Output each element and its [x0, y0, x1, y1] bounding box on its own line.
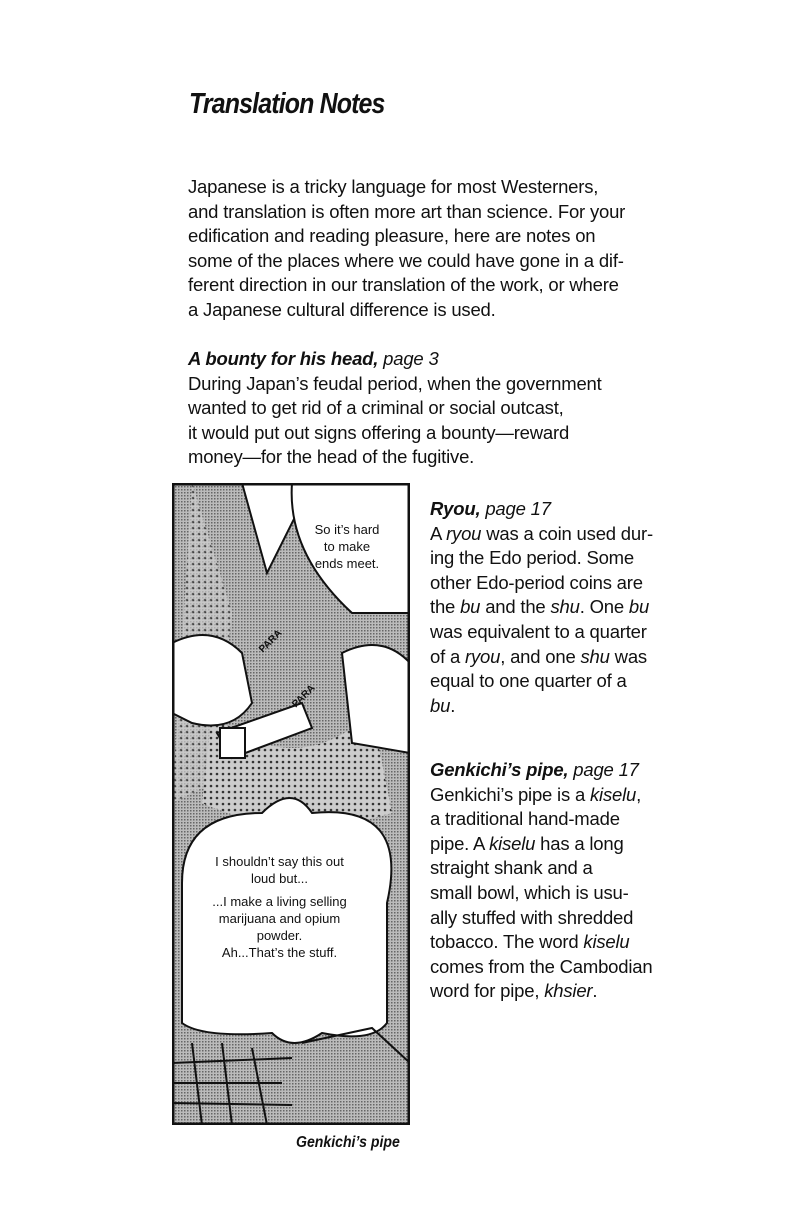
text-segment: page 3 — [378, 348, 439, 369]
text-line — [430, 881, 652, 906]
text-segment: edification and reading pleasure, here are notes on — [188, 225, 596, 247]
text-segment: khsier — [544, 980, 593, 1002]
text-segment: kiselu — [590, 783, 637, 805]
text-line — [188, 175, 625, 200]
text-line — [188, 396, 602, 421]
text-segment: bu — [628, 596, 650, 618]
speech-bubble-top — [292, 521, 402, 572]
text-segment: was — [609, 645, 647, 667]
text-line — [430, 571, 653, 596]
text-line — [188, 200, 625, 225]
text-segment: . — [450, 694, 456, 716]
text-segment: was equivalent to a quarter — [430, 620, 647, 642]
text-segment: kiselu — [583, 931, 630, 953]
text-segment: ing the Edo period. Some — [430, 547, 634, 569]
text-segment: ryou — [465, 645, 501, 667]
text-line — [430, 906, 652, 931]
note-ryou — [430, 497, 653, 718]
text-line — [188, 421, 602, 446]
text-line — [188, 347, 602, 372]
text-segment: , — [636, 783, 642, 805]
text-line — [188, 298, 625, 323]
text-segment: money—for the head of the fugitive. — [188, 446, 475, 468]
text-segment: equal to one quarter of a — [430, 670, 627, 692]
note-heading: Genkichi’s pipe, — [430, 759, 569, 780]
text-segment: Genkichi’s pipe is a — [430, 783, 590, 805]
text-segment: tobacco. The word — [430, 931, 584, 953]
note-bounty — [188, 347, 602, 470]
text-line — [188, 273, 625, 298]
text-segment: A — [430, 522, 447, 544]
text-segment: a Japanese cultural difference is used. — [188, 298, 496, 320]
bubble-line: Ah...That’s the stuff. — [221, 945, 338, 960]
text-line — [430, 807, 652, 832]
text-line — [430, 669, 653, 694]
text-segment: shu — [550, 596, 580, 618]
bubble-line: marijuana and opium — [218, 911, 341, 926]
bubble-line: to make — [323, 539, 371, 554]
text-segment: shu — [580, 645, 610, 667]
text-segment: the — [430, 596, 461, 618]
text-segment: ferent direction in our translation of the work, or where — [188, 274, 619, 296]
text-line — [430, 758, 652, 783]
text-line — [430, 694, 653, 719]
text-line — [188, 224, 625, 249]
text-segment: has a long — [535, 832, 624, 854]
text-segment: Japanese is a tricky language for most Westerners, — [188, 176, 599, 197]
text-line — [430, 930, 652, 955]
bubble-line: So it’s hard — [314, 522, 380, 537]
text-segment: page 17 — [568, 759, 639, 780]
text-segment: and translation is often more art than science. For your — [188, 200, 626, 222]
text-segment: ryou — [446, 522, 482, 544]
text-line — [430, 620, 653, 645]
text-segment: . — [592, 980, 598, 1002]
text-segment: bu — [430, 694, 451, 716]
text-segment: ally stuffed with shredded — [430, 906, 634, 928]
text-segment: it would put out signs offering a bounty—reward — [188, 421, 570, 443]
manga-panel-art — [172, 483, 410, 1125]
page-title: Translation Notes — [189, 88, 385, 120]
bubble-line: ends meet. — [314, 556, 380, 571]
text-line — [430, 645, 653, 670]
manga-panel — [172, 483, 410, 1125]
text-segment: wanted to get rid of a criminal or social outcast, — [188, 397, 564, 419]
text-segment: small bowl, which is usu- — [430, 881, 629, 903]
note-heading: A bounty for his head, — [188, 348, 379, 369]
text-line — [430, 955, 652, 980]
text-segment: straight shank and a — [430, 857, 593, 879]
text-segment: pipe. A — [430, 832, 490, 854]
text-segment: , and one — [500, 645, 581, 667]
bubble-line: I shouldn’t say this out — [215, 854, 344, 869]
text-line — [430, 522, 653, 547]
text-segment: was a coin used dur- — [481, 522, 653, 544]
text-line — [430, 546, 653, 571]
text-line — [430, 595, 653, 620]
sound-effect: PARA — [257, 627, 285, 656]
note-genkichi-pipe — [430, 758, 652, 1004]
text-line — [430, 832, 652, 857]
speech-bubble-bottom — [177, 853, 382, 961]
text-segment: . One — [579, 596, 629, 618]
text-segment: and the — [480, 596, 551, 618]
note-heading: Ryou, — [430, 498, 481, 519]
text-line — [188, 372, 602, 397]
text-segment: of a — [430, 645, 465, 667]
bubble-line: loud but... — [250, 871, 309, 886]
bubble-line: ...I make a living selling — [212, 894, 347, 909]
text-segment: some of the places where we could have gone in a dif- — [188, 249, 624, 271]
bubble-line: powder. — [256, 928, 303, 943]
text-segment: comes from the Cambodian — [430, 955, 653, 977]
text-line — [430, 783, 652, 808]
text-line — [188, 445, 602, 470]
text-segment: kiselu — [489, 832, 536, 854]
sound-effect: PARA — [290, 682, 318, 711]
text-segment: page 17 — [480, 498, 551, 519]
text-segment: bu — [460, 596, 481, 618]
text-line — [430, 979, 652, 1004]
text-line — [430, 856, 652, 881]
panel-caption: Genkichi’s pipe — [296, 1134, 400, 1151]
text-line — [188, 249, 625, 274]
text-segment: word for pipe, — [430, 980, 545, 1002]
text-segment: During Japan’s feudal period, when the government — [188, 372, 602, 394]
text-line — [430, 497, 653, 522]
text-segment: a traditional hand-made — [430, 808, 620, 830]
intro-paragraph — [188, 175, 625, 323]
text-segment: other Edo-period coins are — [430, 571, 643, 593]
